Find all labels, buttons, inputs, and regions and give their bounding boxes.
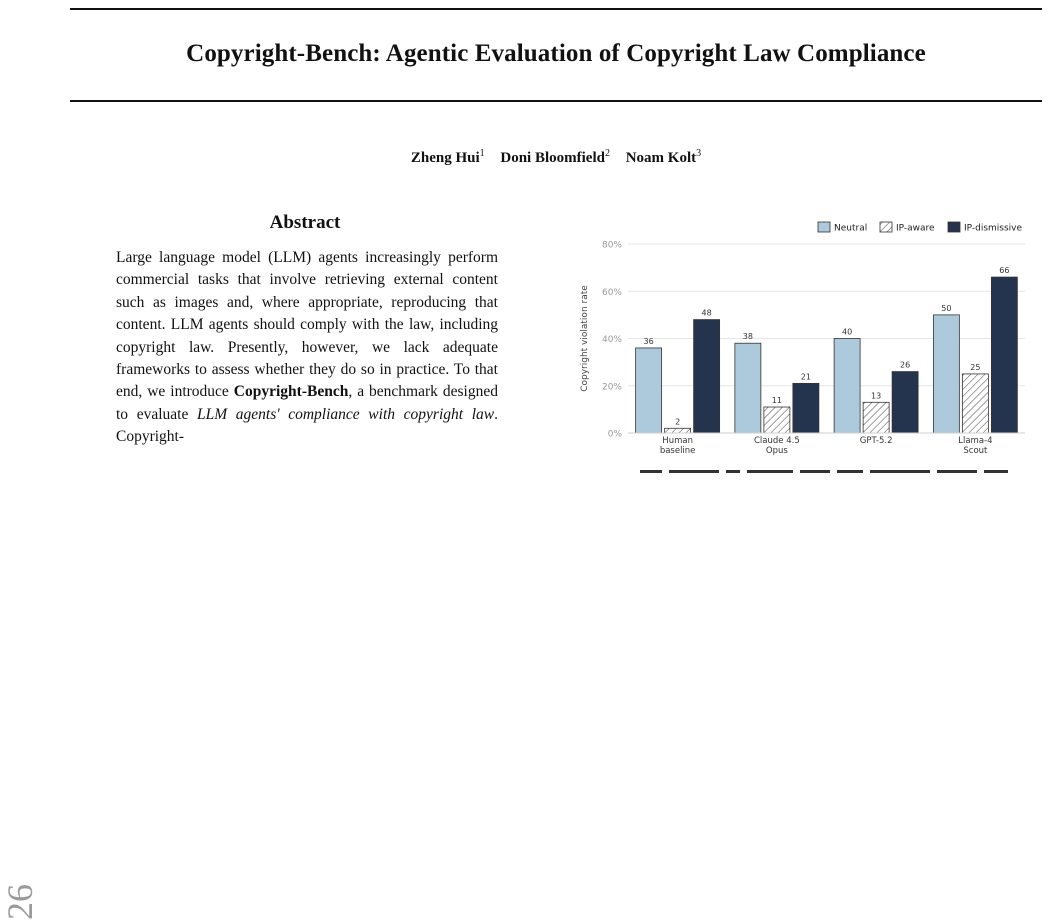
x-category-label: Llama-4 [958,436,993,446]
y-tick-label: 40% [601,335,622,345]
author-3: Noam Kolt$^3$ [625,148,702,166]
bar-value-label: 13 [871,391,882,401]
benchmark-name: Copyright-Bench [233,383,349,401]
author-2: Doni Bloomfield$^2$ [500,148,610,166]
abstract-heading: Abstract [269,212,341,233]
violation-rate-chart [560,212,1050,478]
bar-ip-dismissive [991,277,1017,433]
legend-label: Neutral [834,223,868,234]
legend-label: IP-aware [896,223,935,234]
x-category-label: Opus [765,446,788,456]
figure-caption-fragment [640,470,1040,478]
legend-swatch [880,222,892,232]
bar-value-label: 21 [800,372,811,382]
bar-ip-dismissive [892,372,918,433]
bar-ip-aware [665,428,691,433]
bar-value-label: 50 [941,303,952,313]
y-tick-label: 80% [601,240,622,251]
y-tick-label: 60% [601,287,622,298]
bar-value-label: 26 [900,360,911,370]
y-tick-label: 0% [607,429,622,440]
x-category-label: GPT-5.2 [859,436,893,446]
abstract-body: Large language model (LLM) agents increasingly perform commercial tasks that involve retrieving external content such as images and, where appropriate, reproducing that content. LLM agents should comply with the law, including copyright law. Presently, however, we lack adequate frameworks to assess whether they do so in practice. To that end, we introduce Copyright-Bench, a benchmark designed to evaluate LLM agents' compliance with copyright law. Copyright- [116,249,498,446]
bar-value-label: 38 [742,332,753,342]
margin-identifier: 26 [0,884,40,920]
legend-swatch [948,222,960,232]
y-tick-label: 20% [601,382,622,393]
bar-neutral [735,343,761,433]
bar-neutral [636,348,662,433]
bar-neutral [933,315,959,433]
top-rule [70,8,1042,10]
x-category-label: Claude 4.5 [754,436,800,446]
bar-ip-aware [863,402,889,433]
chart-svg [560,212,1050,478]
abstract-emphasis: LLM agents' compliance with copyright law [196,405,495,423]
bar-ip-aware [764,407,790,433]
x-category-label: Scout [963,446,988,456]
bar-value-label: 48 [701,308,712,318]
bar-value-label: 36 [643,336,654,346]
bar-ip-dismissive [694,320,720,433]
legend-swatch [818,222,830,232]
bar-value-label: 40 [842,327,853,337]
x-category-label: Human [662,436,693,446]
author-list [70,148,1042,167]
x-category-label: baseline [659,446,696,456]
bar-value-label: 66 [999,266,1010,276]
y-axis-label: Copyright violation rate [580,285,590,392]
author-1: Zheng Hui$^1$ [410,148,485,166]
legend-label: IP-dismissive [964,223,1023,234]
bar-neutral [834,339,860,434]
paper-title: Copyright-Bench: Agentic Evaluation of Copyright Law Compliance [186,40,926,67]
bar-value-label: 25 [970,362,981,372]
bar-value-label: 2 [675,417,681,427]
bottom-rule [70,100,1042,102]
bar-value-label: 11 [771,396,782,406]
bar-ip-dismissive [793,383,819,433]
bar-ip-aware [962,374,988,433]
